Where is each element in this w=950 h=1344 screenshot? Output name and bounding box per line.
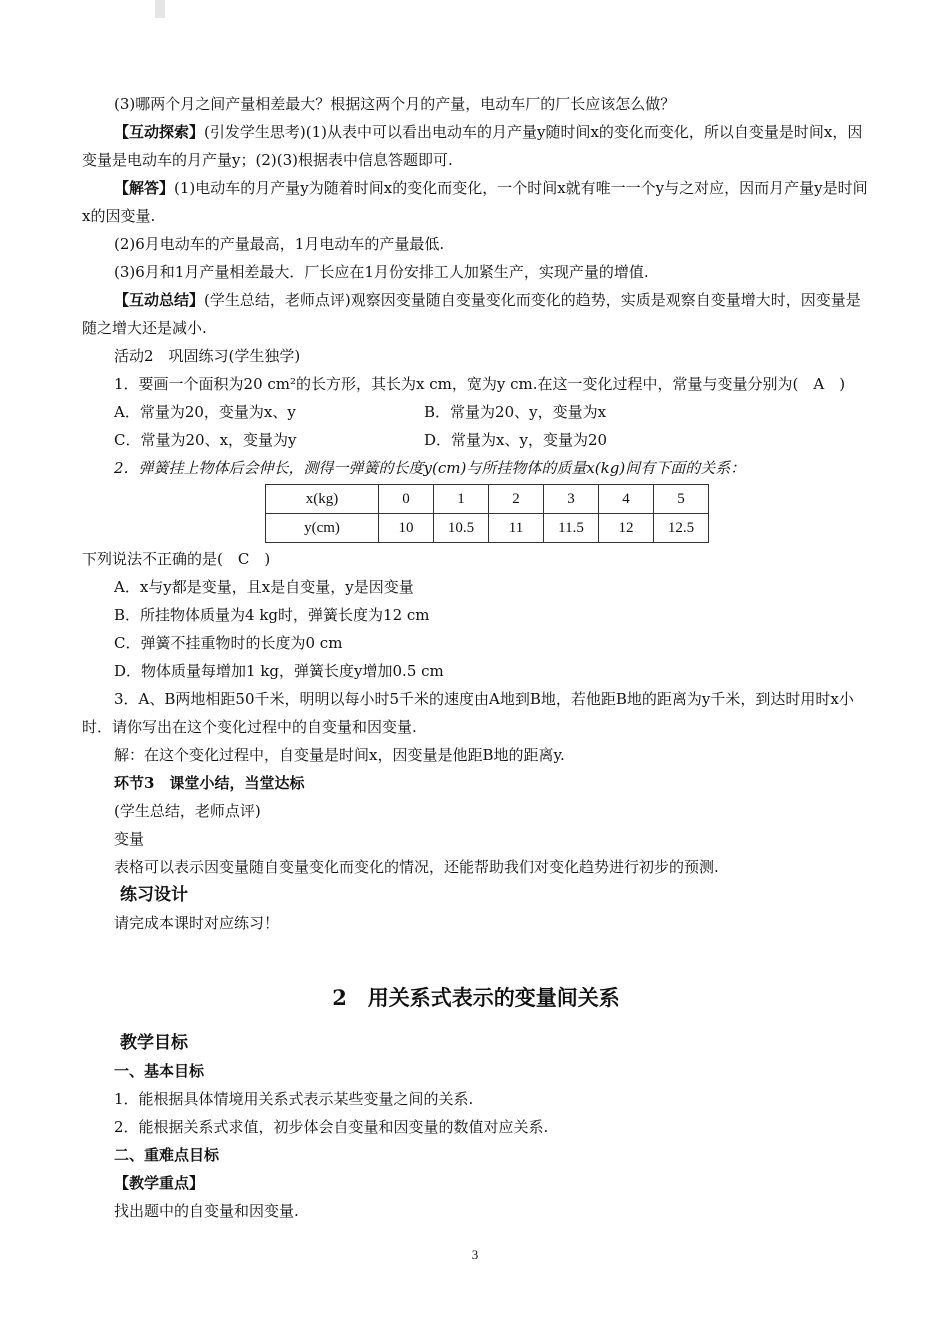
answer-1: (1)电动车的月产量y为随着时间x的变化而变化，一个时间x就有唯一一个y与之对应，因而月产量y是时间x的因变量. bbox=[82, 179, 868, 225]
summary-tag: 【互动总结】 bbox=[114, 291, 205, 309]
exercise-2-option-b: B．所挂物体质量为4 kg时，弹簧长度为12 cm bbox=[114, 606, 430, 624]
table-cell: 5 bbox=[654, 485, 709, 514]
spring-data-table bbox=[265, 484, 709, 543]
table-cell: 12.5 bbox=[654, 514, 709, 543]
exercise-1-options-row-1 bbox=[82, 398, 870, 426]
goals-heading: 教学目标 bbox=[120, 1033, 188, 1053]
exercise-2-option-c: C．弹簧不挂重物时的长度为0 cm bbox=[114, 634, 343, 652]
table-cell: 10 bbox=[379, 514, 434, 543]
exercise-1-option-b: B．常量为20、y，变量为x bbox=[424, 403, 607, 421]
answer-paragraph bbox=[82, 174, 870, 230]
exercise-1-options-row-2 bbox=[82, 426, 870, 454]
step-3-heading: 环节3 课堂小结，当堂达标 bbox=[114, 774, 305, 792]
basic-goals-heading: 一、基本目标 bbox=[114, 1062, 205, 1080]
section-title: 2 用关系式表示的变量间关系 bbox=[332, 985, 620, 1010]
table-cell: 10.5 bbox=[434, 514, 489, 543]
goal-1: 1．能根据具体情境用关系式表示某些变量之间的关系. bbox=[114, 1090, 474, 1108]
page-content bbox=[82, 90, 870, 1225]
activity-2-heading: 活动2 巩固练习(学生独学) bbox=[114, 347, 301, 365]
step-3-note: (学生总结，老师点评) bbox=[114, 802, 261, 820]
summary-paragraph bbox=[82, 286, 870, 342]
table-cell: 11.5 bbox=[544, 514, 599, 543]
practice-heading: 练习设计 bbox=[120, 885, 188, 905]
exercise-1-stem: 1．要画一个面积为20 cm²的长方形，其长为x cm，宽为y cm.在这一变化过程中，常量与变量分别为( A ) bbox=[114, 375, 846, 393]
exercise-1-option-a: A．常量为20，变量为x、y bbox=[114, 403, 296, 421]
goal-2: 2．能根据关系式求值，初步体会自变量和因变量的数值对应关系. bbox=[114, 1118, 549, 1136]
exercise-2-option-a: A．x与y都是变量，且x是自变量，y是因变量 bbox=[114, 578, 414, 596]
explore-tag: 【互动探索】 bbox=[114, 123, 205, 141]
table-cell: 2 bbox=[489, 485, 544, 514]
focus-text: 找出题中的自变量和因变量. bbox=[114, 1202, 299, 1220]
table-cell: 4 bbox=[599, 485, 654, 514]
table-cell: 11 bbox=[489, 514, 544, 543]
table-header-y: y(cm) bbox=[266, 514, 379, 543]
table-row-y bbox=[266, 514, 709, 543]
table-cell: 12 bbox=[599, 514, 654, 543]
answer-2: (2)6月电动车的产量最高，1月电动车的产量最低. bbox=[114, 235, 445, 253]
question-3: (3)哪两个月之间产量相差最大？根据这两个月的产量，电动车厂的厂长应该怎么做？ bbox=[114, 95, 676, 113]
exercise-1-option-d: D．常量为x、y，变量为20 bbox=[424, 431, 608, 449]
practice-text: 请完成本课时对应练习！ bbox=[114, 914, 280, 932]
explore-paragraph bbox=[82, 118, 870, 174]
step-3-text: 表格可以表示因变量随自变量变化而变化的情况，还能帮助我们对变化趋势进行初步的预测. bbox=[114, 858, 719, 876]
exercise-3-stem: 3．A、B两地相距50千米，明明以每小时5千米的速度由A地到B地，若他距B地的距离为y千米，到达时用时x小时．请你写出在这个变化过程中的自变量和因变量. bbox=[82, 690, 854, 736]
table-cell: 0 bbox=[379, 485, 434, 514]
exercise-2-option-d: D．物体质量每增加1 kg，弹簧长度y增加0.5 cm bbox=[114, 662, 444, 680]
answer-tag: 【解答】 bbox=[114, 179, 175, 197]
explore-body: (引发学生思考)(1)从表中可以看出电动车的月产量y随时间x的变化而变化，所以自变量是时间x，因变量是电动车的月产量y；(2)(3)根据表中信息答题即可. bbox=[82, 123, 863, 169]
table-header-x: x(kg) bbox=[266, 485, 379, 514]
focus-tag: 【教学重点】 bbox=[114, 1174, 205, 1192]
scan-mark bbox=[155, 0, 165, 18]
exercise-1-option-c: C．常量为20、x，变量为y bbox=[114, 431, 297, 449]
answer-3: (3)6月和1月产量相差最大．厂长应在1月份安排工人加紧生产，实现产量的增值. bbox=[114, 263, 649, 281]
exercise-2-question: 下列说法不正确的是( C ) bbox=[82, 550, 271, 568]
exercise-2-stem: 2．弹簧挂上物体后会伸长，测得一弹簧的长度y(cm)与所挂物体的质量x(kg)间有下面的关系： bbox=[114, 459, 746, 477]
table-row-x bbox=[266, 485, 709, 514]
summary-body: (学生总结，老师点评)观察因变量随自变量变化而变化的趋势，实质是观察自变量增大时，因变量是随之增大还是减小. bbox=[82, 291, 861, 337]
table-cell: 3 bbox=[544, 485, 599, 514]
exercise-3-solution: 解：在这个变化过程中，自变量是时间x，因变量是他距B地的距离y. bbox=[114, 746, 565, 764]
key-goals-heading: 二、重难点目标 bbox=[114, 1146, 220, 1164]
page-number: 3 bbox=[471, 1247, 479, 1262]
step-3-term: 变量 bbox=[114, 830, 145, 848]
table-cell: 1 bbox=[434, 485, 489, 514]
